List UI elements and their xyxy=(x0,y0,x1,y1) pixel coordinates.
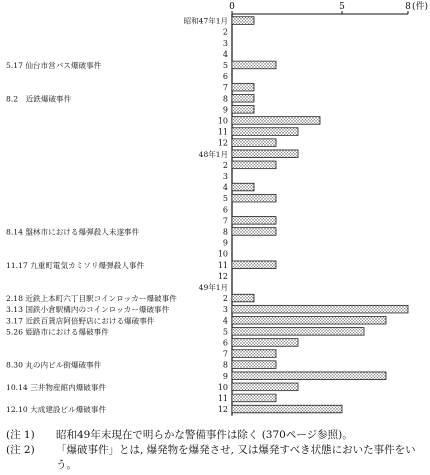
bar-16 xyxy=(232,194,276,202)
category-label-32: 9 xyxy=(222,371,228,381)
category-label-15: 4 xyxy=(222,183,228,193)
category-label-5: 6 xyxy=(222,72,228,82)
footnote-1 xyxy=(6,428,426,443)
category-label-6: 7 xyxy=(222,83,228,93)
category-label-23: 12 xyxy=(217,271,228,281)
bar-12 xyxy=(232,150,298,158)
x-tick-label-1: 5 xyxy=(339,2,345,12)
bar-18 xyxy=(232,217,276,225)
bar-25 xyxy=(232,294,254,302)
bar-30 xyxy=(232,350,276,358)
category-label-7: 8 xyxy=(222,94,228,104)
bar-13 xyxy=(232,161,276,169)
x-tick-label-0: 0 xyxy=(229,2,235,12)
x-axis xyxy=(229,0,428,14)
category-label-12: 48年1月 xyxy=(198,149,228,159)
bar-8 xyxy=(232,106,254,114)
category-label-1: 2 xyxy=(222,27,228,37)
incident-label-7: 5.26 姫路市における爆破事件 xyxy=(6,327,109,337)
category-label-4: 5 xyxy=(222,60,228,70)
category-label-11: 12 xyxy=(217,138,228,148)
bar-29 xyxy=(232,339,298,347)
category-label-24: 49年1月 xyxy=(198,282,228,292)
category-label-17: 6 xyxy=(222,205,228,215)
category-label-28: 5 xyxy=(222,327,228,337)
bar-22 xyxy=(232,261,276,269)
category-label-14: 3 xyxy=(222,171,228,181)
bar-15 xyxy=(232,183,254,191)
bar-35 xyxy=(232,405,342,413)
incident-label-8: 8.30 丸の内ビル街爆破事件 xyxy=(6,360,102,370)
category-label-18: 7 xyxy=(222,216,228,226)
bar-0 xyxy=(232,17,254,25)
incident-label-10: 12.10 大成建設ビル爆破事件 xyxy=(6,405,107,415)
category-label-34: 11 xyxy=(217,393,228,403)
category-label-21: 10 xyxy=(217,249,228,259)
bar-32 xyxy=(232,372,386,380)
bar-27 xyxy=(232,316,386,324)
footnote-2-text: 「爆破事件」とは, 爆発物を爆発させ, 又は爆発すべき状態においた事件をいう。 xyxy=(56,444,416,471)
category-label-10: 11 xyxy=(217,127,228,137)
category-label-20: 9 xyxy=(222,238,228,248)
category-label-3: 4 xyxy=(222,49,228,59)
bar-10 xyxy=(232,128,298,136)
category-label-26: 3 xyxy=(222,305,228,315)
category-label-33: 10 xyxy=(217,382,228,392)
category-label-35: 12 xyxy=(217,405,228,415)
category-label-8: 9 xyxy=(222,105,228,115)
category-label-2: 3 xyxy=(222,38,228,48)
bar-33 xyxy=(232,383,298,391)
category-label-27: 4 xyxy=(222,316,228,326)
category-label-22: 11 xyxy=(217,260,228,270)
bar-6 xyxy=(232,83,254,91)
bars xyxy=(232,17,408,413)
incident-label-0: 5.17 仙台市営バス爆破事件 xyxy=(6,60,102,70)
category-label-30: 7 xyxy=(222,349,228,359)
x-unit-label: (件) xyxy=(412,2,429,12)
bar-26 xyxy=(232,305,408,313)
category-label-31: 8 xyxy=(222,360,228,370)
footnote-1-label: (注 1) xyxy=(6,429,35,441)
incident-label-9: 10.14 三井物産館内爆破事件 xyxy=(6,382,107,392)
bar-11 xyxy=(232,139,276,147)
footnote-2 xyxy=(6,443,426,473)
category-label-13: 2 xyxy=(222,160,228,170)
footnotes xyxy=(6,428,426,473)
category-label-16: 5 xyxy=(222,194,228,204)
footnote-2-label: (注 2) xyxy=(6,444,35,456)
bar-28 xyxy=(232,328,364,336)
x-tick-label-2: 8 xyxy=(405,2,411,12)
incident-label-6: 3.17 近鉄百貨店阿倍野店における爆破事件 xyxy=(6,316,155,326)
bar-19 xyxy=(232,228,276,236)
bar-34 xyxy=(232,394,276,402)
category-label-25: 2 xyxy=(222,294,228,304)
bar-9 xyxy=(232,117,320,125)
incident-label-4: 2.18 近鉄上本町六丁目駅コインロッカー爆破事件 xyxy=(6,294,177,304)
category-label-19: 8 xyxy=(222,227,228,237)
incident-label-5: 3.13 国鉄小倉駅構内のコインロッカー爆破事件 xyxy=(6,305,170,315)
category-label-29: 6 xyxy=(222,338,228,348)
category-label-0: 昭和47年1月 xyxy=(183,16,228,26)
month-labels xyxy=(184,16,228,415)
bar-4 xyxy=(232,61,276,69)
footnote-1-text: 昭和49年末現在で明らかな警備事件は除く (370ページ参照)。 xyxy=(56,429,353,441)
category-label-9: 10 xyxy=(217,116,228,126)
incident-label-2: 8.14 盤林市における爆弾殺人未遂事件 xyxy=(6,227,140,237)
incident-label-1: 8.2 近鉄爆破事件 xyxy=(6,94,72,104)
bar-7 xyxy=(232,94,254,102)
incident-label-3: 11.17 九重町電気カミソリ爆弾殺人事件 xyxy=(6,260,145,270)
bar-31 xyxy=(232,361,276,369)
incident-labels xyxy=(6,60,177,414)
